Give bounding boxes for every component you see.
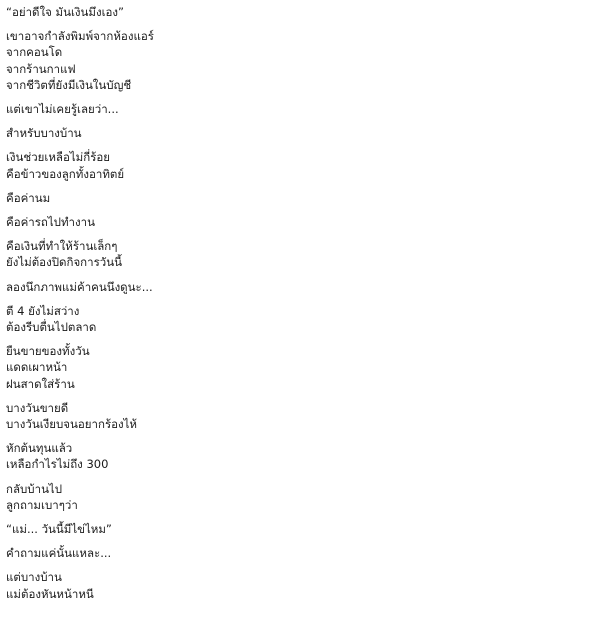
text-line: แต่เขาไม่เคยรู้เลยว่า... <box>6 102 119 117</box>
text-line: จากชีวิตที่ยังมีเงินในบัญชี <box>6 77 132 92</box>
paragraph <box>6 303 594 335</box>
paragraph <box>6 521 594 537</box>
paragraph <box>6 279 594 295</box>
paragraph <box>6 440 594 472</box>
text-line: ลองนึกภาพแม่ค้าคนนึงดูนะ... <box>6 279 153 294</box>
text-line: กลับบ้านไป <box>6 481 63 496</box>
text-line: คือเงินที่ทำให้ร้านเล็กๆ <box>6 239 118 254</box>
text-line: เงินช่วยเหลือไม่กี่ร้อย <box>6 150 111 165</box>
text-line: คือข้าวของลูกทั้งอาทิตย์ <box>6 166 125 181</box>
paragraph <box>6 481 594 513</box>
text-line: เหลือกำไรไม่ถึง 300 <box>6 457 109 472</box>
text-line: แต่บางบ้าน <box>6 570 62 585</box>
paragraph <box>6 545 594 561</box>
text-line: คือค่านม <box>6 190 51 205</box>
text-line: แม่ต้องหันหน้าหนี <box>6 586 94 601</box>
text-line: บางวันขายดี <box>6 400 69 415</box>
text-line: คำถามแค่นั้นแหละ... <box>6 546 112 561</box>
paragraph <box>6 149 594 181</box>
paragraph <box>6 101 594 117</box>
paragraph <box>6 400 594 432</box>
text-line: จากคอนโด <box>6 45 63 60</box>
text-line: ยังไม่ต้องปิดกิจการวันนี้ <box>6 255 122 270</box>
text-line: จากร้านกาแฟ <box>6 61 76 76</box>
text-line: บางวันเงียบจนอยากร้องไห้ <box>6 417 138 432</box>
text-line: ต้องรีบตื่นไปตลาด <box>6 320 97 335</box>
paragraph <box>6 238 594 270</box>
text-line: ตี 4 ยังไม่สว่าง <box>6 303 80 318</box>
text-line: หักต้นทุนแล้ว <box>6 441 73 456</box>
text-line: “แม่... วันนี้มีไข่ไหม” <box>6 522 112 537</box>
text-line: ยืนขายของทั้งวัน <box>6 344 90 359</box>
text-line: เขาอาจกำลังพิมพ์จากห้องแอร์ <box>6 29 154 44</box>
text-line: ฝนสาดใส่ร้าน <box>6 376 75 391</box>
paragraph <box>6 214 594 230</box>
text-line: คือค่ารถไปทำงาน <box>6 215 95 230</box>
paragraph <box>6 569 594 601</box>
paragraph <box>6 28 594 93</box>
text-line: แดดเผาหน้า <box>6 360 68 375</box>
text-line: ลูกถามเบาๆว่า <box>6 497 78 512</box>
paragraph <box>6 343 594 392</box>
paragraph <box>6 190 594 206</box>
paragraph <box>6 4 594 20</box>
text-line: “อย่าดีใจ มันเงินมึงเอง” <box>6 5 124 19</box>
text-line: สำหรับบางบ้าน <box>6 126 82 141</box>
paragraph <box>6 125 594 141</box>
